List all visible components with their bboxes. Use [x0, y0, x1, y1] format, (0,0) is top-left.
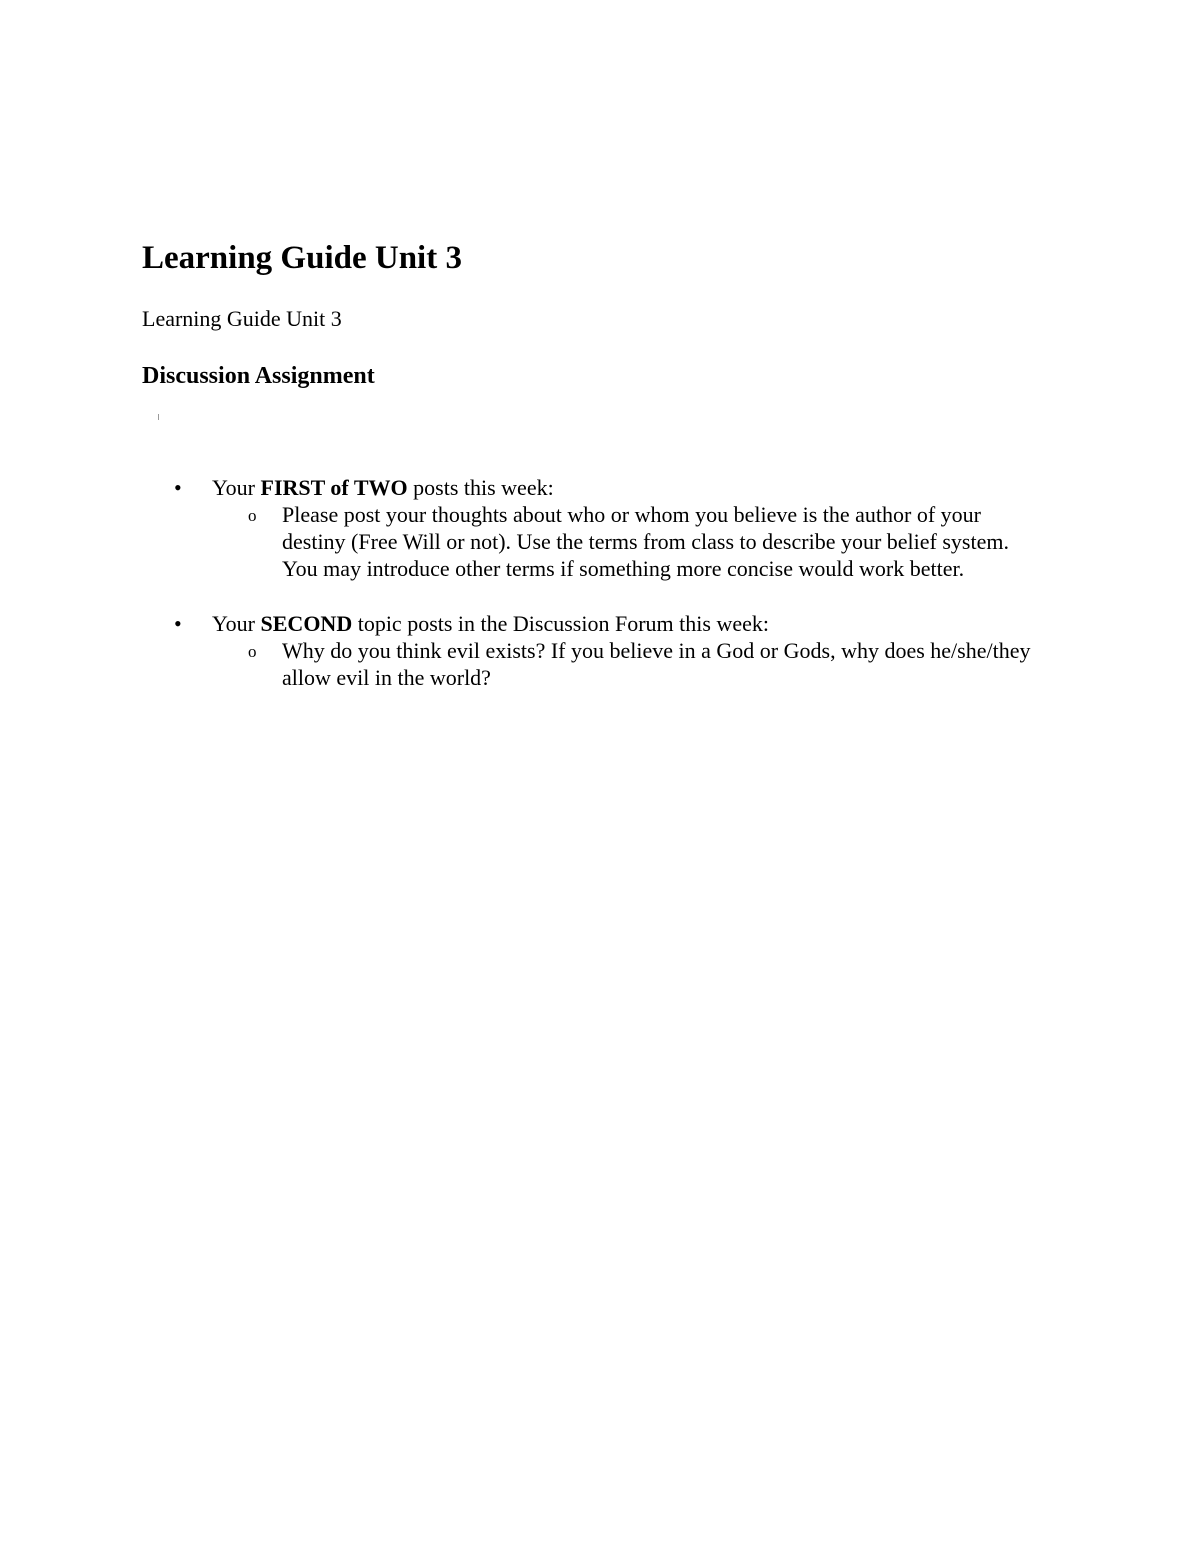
list-item-second-post [212, 610, 769, 637]
list-item-suffix: topic posts in the Discussion Forum this week: [352, 611, 769, 636]
section-heading: Discussion Assignment [142, 363, 375, 389]
list-item-prefix: Your [212, 611, 261, 636]
list-item-emphasis: FIRST of TWO [260, 475, 408, 500]
page-subtitle: Learning Guide Unit 3 [142, 306, 342, 331]
bullet-icon: • [174, 611, 182, 636]
list-item-prefix: Your [212, 475, 261, 500]
stray-mark [158, 414, 159, 420]
list-item-emphasis: SECOND [260, 611, 353, 636]
list-item-suffix: posts this week: [407, 475, 554, 500]
list-item-first-post [212, 474, 554, 501]
sub-item-first-post-prompt: Please post your thoughts about who or whom you believe is the author of your destiny (Free Will or not). Use the terms from class to describe your belief system. You may introduce other terms if something more concise would work better. [282, 502, 1009, 582]
sub-bullet-icon: o [248, 642, 257, 661]
sub-item-second-post-prompt: Why do you think evil exists? If you believe in a God or Gods, why does he/she/they allow evil in the world? [282, 638, 1031, 691]
page-title: Learning Guide Unit 3 [142, 240, 462, 276]
sub-bullet-icon: o [248, 506, 257, 525]
bullet-icon: • [174, 475, 182, 500]
